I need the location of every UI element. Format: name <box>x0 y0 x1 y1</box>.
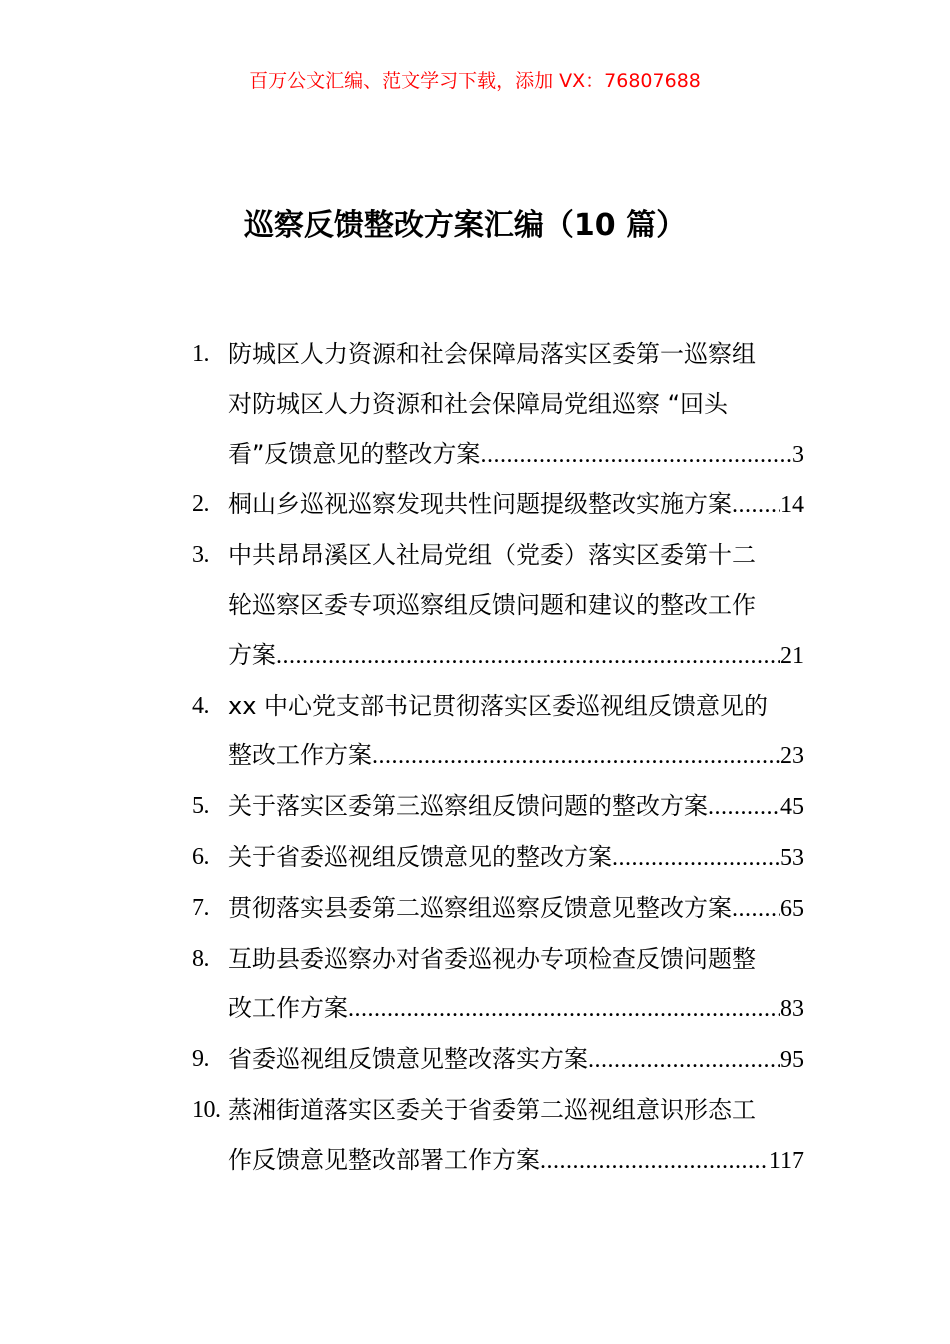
toc-page-number: 45 <box>780 794 804 821</box>
toc-page-number: 95 <box>780 1047 804 1074</box>
toc-item[interactable] <box>192 833 804 884</box>
toc-item-text: 互助县委巡察办对省委巡视办专项检查反馈问题整 <box>228 944 756 973</box>
header-note: 百万公文汇编、范文学习下载，添加 VX：76807688 <box>249 70 701 92</box>
toc-item-line <box>228 380 804 430</box>
toc-item-text: 整改工作方案 <box>228 741 372 770</box>
toc-dot-leader <box>480 431 792 481</box>
toc-item-line <box>228 631 804 682</box>
toc-item-text: 关于落实区委第三巡察组反馈问题的整改方案 <box>228 792 708 821</box>
toc-item-number: 10. <box>192 1096 221 1123</box>
toc-item-text: 防城区人力资源和社会保障局落实区委第一巡察组 <box>228 340 756 368</box>
toc-item-line <box>228 581 804 631</box>
toc-page-number: 117 <box>768 1147 804 1174</box>
toc-page-number: 3 <box>792 441 804 468</box>
toc-item-line <box>228 782 804 833</box>
toc-item-line <box>228 480 804 531</box>
table-of-contents <box>192 330 804 1187</box>
toc-item[interactable] <box>192 1035 804 1086</box>
toc-item[interactable] <box>192 531 804 681</box>
toc-item-text: 桐山乡巡视巡察发现共性问题提级整改实施方案 <box>228 490 732 519</box>
toc-item-number: 2. <box>192 491 209 518</box>
toc-item[interactable] <box>192 682 804 783</box>
toc-item[interactable] <box>192 330 804 480</box>
toc-item-line <box>228 884 804 935</box>
toc-item-text: 作反馈意见整改部署工作方案 <box>228 1145 540 1174</box>
toc-dot-leader <box>732 481 780 531</box>
toc-dot-leader <box>372 732 780 782</box>
toc-item[interactable] <box>192 782 804 833</box>
toc-dot-leader <box>276 632 780 682</box>
toc-item[interactable] <box>192 1086 804 1187</box>
toc-item-line <box>228 1035 804 1086</box>
toc-dot-leader <box>348 985 780 1035</box>
toc-item-text: 看”反馈意见的整改方案 <box>228 439 481 468</box>
toc-page-number: 14 <box>780 492 804 519</box>
document-title: 巡察反馈整改方案汇编（10 篇） <box>243 208 687 243</box>
toc-item[interactable] <box>192 935 804 1036</box>
toc-item-text: 轮巡察区委专项巡察组反馈问题和建议的整改工作 <box>228 590 756 619</box>
toc-page-number: 53 <box>780 844 804 871</box>
toc-item-text: 中共昂昂溪区人社局党组（党委）落实区委第十二 <box>228 541 756 570</box>
toc-dot-leader <box>612 834 780 884</box>
toc-item-number: 7. <box>192 894 209 921</box>
toc-item-line <box>228 1136 804 1187</box>
toc-item-line <box>228 531 804 581</box>
toc-dot-leader <box>708 783 780 833</box>
toc-item-number: 6. <box>192 843 209 870</box>
toc-page-number: 23 <box>780 743 804 770</box>
toc-item-line <box>228 833 804 884</box>
toc-page-number: 21 <box>780 642 804 669</box>
toc-dot-leader <box>732 885 780 935</box>
toc-item-text: 关于省委巡视组反馈意见的整改方案 <box>228 842 612 871</box>
toc-item[interactable] <box>192 884 804 935</box>
toc-item[interactable] <box>192 480 804 531</box>
toc-item-number: 9. <box>192 1046 209 1073</box>
toc-item-line <box>228 430 804 481</box>
toc-item-text: xx 中心党支部书记贯彻落实区委巡视组反馈意见的 <box>228 691 769 720</box>
toc-item-line <box>228 984 804 1035</box>
toc-item-line <box>228 731 804 782</box>
toc-item-text: 改工作方案 <box>228 994 348 1023</box>
toc-item-number: 1. <box>192 341 209 367</box>
toc-dot-leader <box>588 1036 780 1086</box>
toc-item-number: 3. <box>192 542 209 569</box>
toc-item-number: 5. <box>192 793 209 820</box>
toc-item-line <box>228 935 804 985</box>
toc-item-text: 省委巡视组反馈意见整改落实方案 <box>228 1045 588 1074</box>
toc-item-text: 方案 <box>228 640 276 669</box>
toc-item-text: 贯彻落实县委第二巡察组巡察反馈意见整改方案 <box>228 893 732 922</box>
toc-item-text: 蒸湘街道落实区委关于省委第二巡视组意识形态工 <box>228 1095 756 1124</box>
toc-page-number: 65 <box>780 895 804 922</box>
toc-dot-leader <box>540 1137 769 1187</box>
toc-item-line <box>228 1086 804 1136</box>
toc-item-number: 8. <box>192 945 209 972</box>
toc-item-line <box>228 682 804 732</box>
toc-item-line <box>228 330 804 380</box>
toc-item-text: 对防城区人力资源和社会保障局党组巡察 “回头 <box>228 389 729 418</box>
toc-page-number: 83 <box>780 996 804 1023</box>
toc-item-number: 4. <box>192 692 209 719</box>
